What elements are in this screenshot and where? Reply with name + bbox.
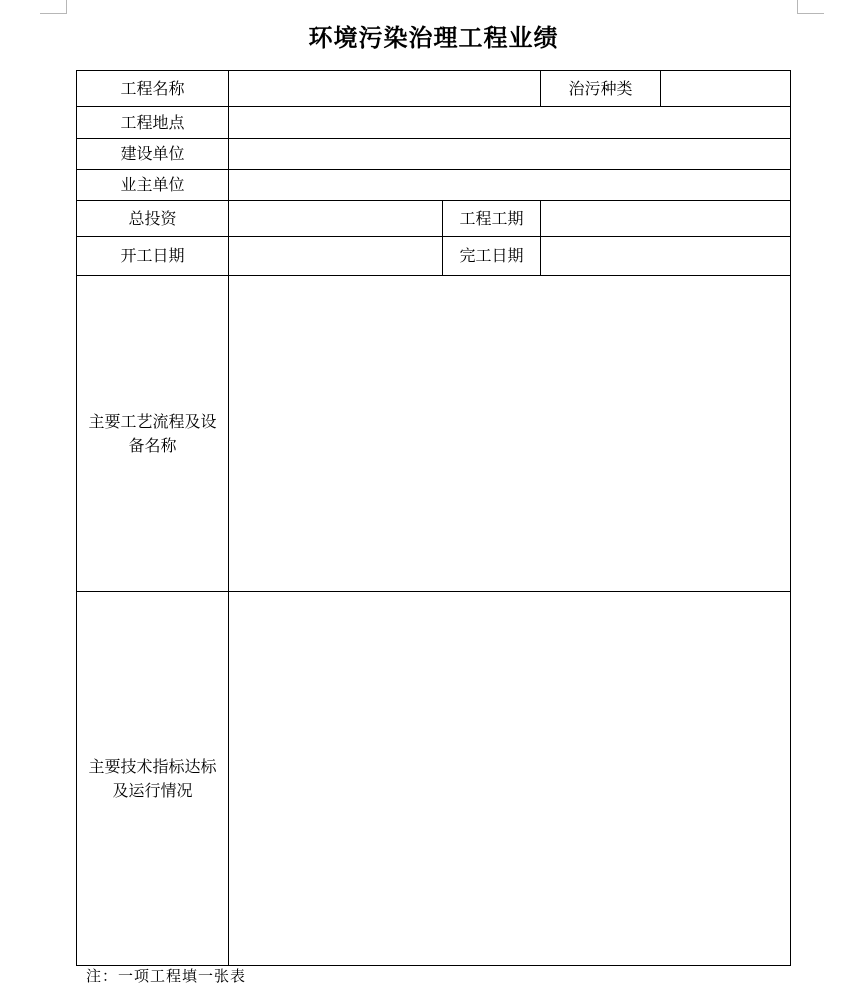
project-record-table xyxy=(76,70,791,966)
process-label: 主要工艺流程及设备名称 xyxy=(88,411,217,455)
process-field[interactable] xyxy=(229,276,791,592)
document-title: 环境污染治理工程业绩 xyxy=(308,23,559,52)
project-name-field[interactable] xyxy=(229,71,541,107)
page-corner-mark-right xyxy=(797,0,824,14)
completion-date-field[interactable] xyxy=(541,237,791,276)
construction-period-field[interactable] xyxy=(541,201,791,237)
construction-period-label: 工程工期 xyxy=(443,201,541,237)
project-location-label: 工程地点 xyxy=(77,107,229,139)
process-label-cell xyxy=(77,276,229,592)
total-investment-field[interactable] xyxy=(229,201,443,237)
start-date-label: 开工日期 xyxy=(77,237,229,276)
row-dates xyxy=(77,237,791,276)
row-construction-unit xyxy=(77,139,791,170)
owner-unit-field[interactable] xyxy=(229,170,791,201)
construction-unit-label: 建设单位 xyxy=(77,139,229,170)
pollution-type-label: 治污种类 xyxy=(541,71,661,107)
page-corner-mark-left xyxy=(40,0,67,14)
technical-field[interactable] xyxy=(229,592,791,966)
owner-unit-label: 业主单位 xyxy=(77,170,229,201)
footnote: 注：一项工程填一张表 xyxy=(86,967,247,985)
total-investment-label: 总投资 xyxy=(77,201,229,237)
row-project-location xyxy=(77,107,791,139)
row-process xyxy=(77,276,791,592)
row-investment xyxy=(77,201,791,237)
start-date-field[interactable] xyxy=(229,237,443,276)
pollution-type-field[interactable] xyxy=(661,71,791,107)
technical-label-cell xyxy=(77,592,229,966)
project-name-label: 工程名称 xyxy=(77,71,229,107)
row-owner-unit xyxy=(77,170,791,201)
row-project-name xyxy=(77,71,791,107)
completion-date-label: 完工日期 xyxy=(443,237,541,276)
row-technical xyxy=(77,592,791,966)
technical-label: 主要技术指标达标及运行情况 xyxy=(88,756,217,800)
project-location-field[interactable] xyxy=(229,107,791,139)
construction-unit-field[interactable] xyxy=(229,139,791,170)
